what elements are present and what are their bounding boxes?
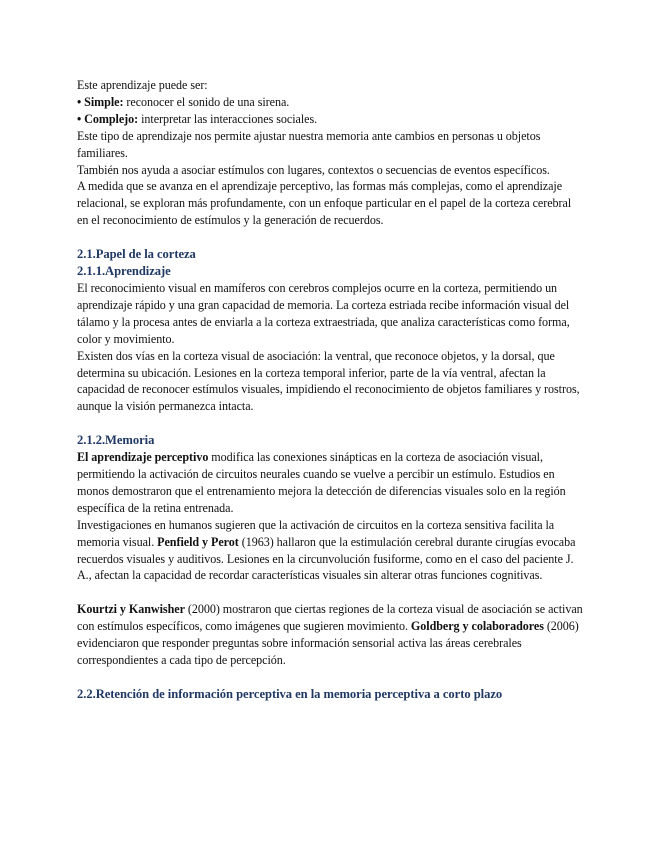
spacer — [77, 415, 585, 432]
bold-term-kourtzi-kanwisher: Kourtzi y Kanwisher — [77, 602, 185, 617]
bullet-complex-label: • Complejo: — [77, 111, 139, 126]
section-2-1-1-paragraph-1: El reconocimiento visual en mamíferos con cerebros complejos ocurre en la corteza, permitiendo un aprendizaje rápido y una gran capacidad de memoria. La corteza estriada recibe información visual del tálamo y la procesa antes de enviarla a la corteza extraestriada, que analiza características como forma, color y movimiento. — [77, 280, 570, 346]
intro-paragraph-1: Este tipo de aprendizaje nos permite ajustar nuestra memoria ante cambios en personas u objetos familiares. — [77, 128, 541, 160]
paragraph-text: Investigaciones en humanos sugieren que la activación de circuitos en la corteza sensitiva facilita la memoria visual. — [77, 517, 555, 549]
section-2-1-2-paragraph-2 — [77, 517, 585, 585]
intro-paragraph-2: También nos ayuda a asociar estímulos con lugares, contextos o secuencias de eventos específicos. — [77, 162, 550, 177]
section-heading-2-1-1: 2.1.1.Aprendizaje — [77, 264, 171, 279]
bullet-simple-label: • Simple: — [77, 94, 124, 109]
section-2-1-2-paragraph-1 — [77, 449, 585, 517]
spacer — [77, 229, 585, 246]
spacer — [77, 669, 585, 686]
paragraph-text: (1963) hallaron que la estimulación cerebral durante cirugías evocaba recuerdos visuales y auditivos. Lesiones en la circunvolución fusiforme, como en el caso del paciente J. A., afectan la capacidad de recordar características visuales sin alterar otras funciones cognitivas. — [77, 534, 576, 583]
section-heading-2-2: 2.2.Retención de información perceptiva en la memoria perceptiva a corto plazo — [77, 687, 503, 701]
intro-paragraph-4: en el reconocimiento de estímulos y la generación de recuerdos. — [77, 213, 384, 228]
spacer — [77, 584, 585, 601]
paragraph-text: (2006) evidenciaron que responder preguntas sobre información sensorial activa las áreas cerebrales correspondientes a cada tipo de percepción. — [77, 619, 579, 668]
bold-term-goldberg: Goldberg y colaboradores — [410, 619, 544, 634]
intro-paragraph-3: A medida que se avanza en el aprendizaje perceptivo, las formas más complejas, como el aprendizaje relacional, se exploran más profundamente, con un enfoque particular en el papel de la corteza cerebral — [77, 179, 572, 211]
section-heading-2-1-2: 2.1.2.Memoria — [77, 433, 155, 448]
bullet-complex-text: interpretar las interacciones sociales. — [138, 111, 318, 126]
paragraph-text: modifica las conexiones sinápticas en la corteza de asociación visual, permitiendo la activación de circuitos neurales cuando se vuelve a percibir un estímulo. Estudios en monos demostraron que el entrenamiento mejora la detección de diferencias visuales solo en la región específica de la retina entrenada. — [77, 450, 566, 515]
section-2-1-1-paragraph-2: Existen dos vías en la corteza visual de asociación: la ventral, que reconoce objetos, y la dorsal, que determina su ubicación. Lesiones en la corteza temporal inferior, parte de la vía ventral, afectan la capacidad de reconocer estímulos visuales, impidiendo el reconocimiento de objetos familiares y rostros, aunque la visión permanezca intacta. — [77, 348, 580, 414]
paragraph-text: (2000) mostraron que ciertas regiones de la corteza visual de asociación se activan con estímulos específicos, como imágenes que sugieren movimiento. — [77, 602, 583, 634]
bullet-simple-text: reconocer el sonido de una sirena. — [123, 94, 290, 109]
bullet-simple — [77, 94, 585, 111]
section-2-1-2-paragraph-3 — [77, 601, 585, 669]
bold-term-aprendizaje-perceptivo: El aprendizaje perceptivo — [77, 450, 209, 465]
section-heading-2-1: 2.1.Papel de la corteza — [77, 247, 196, 262]
bold-term-penfield-perot: Penfield y Perot — [157, 534, 239, 549]
intro-lead: Este aprendizaje puede ser: — [77, 78, 208, 92]
bullet-complex — [77, 111, 585, 128]
